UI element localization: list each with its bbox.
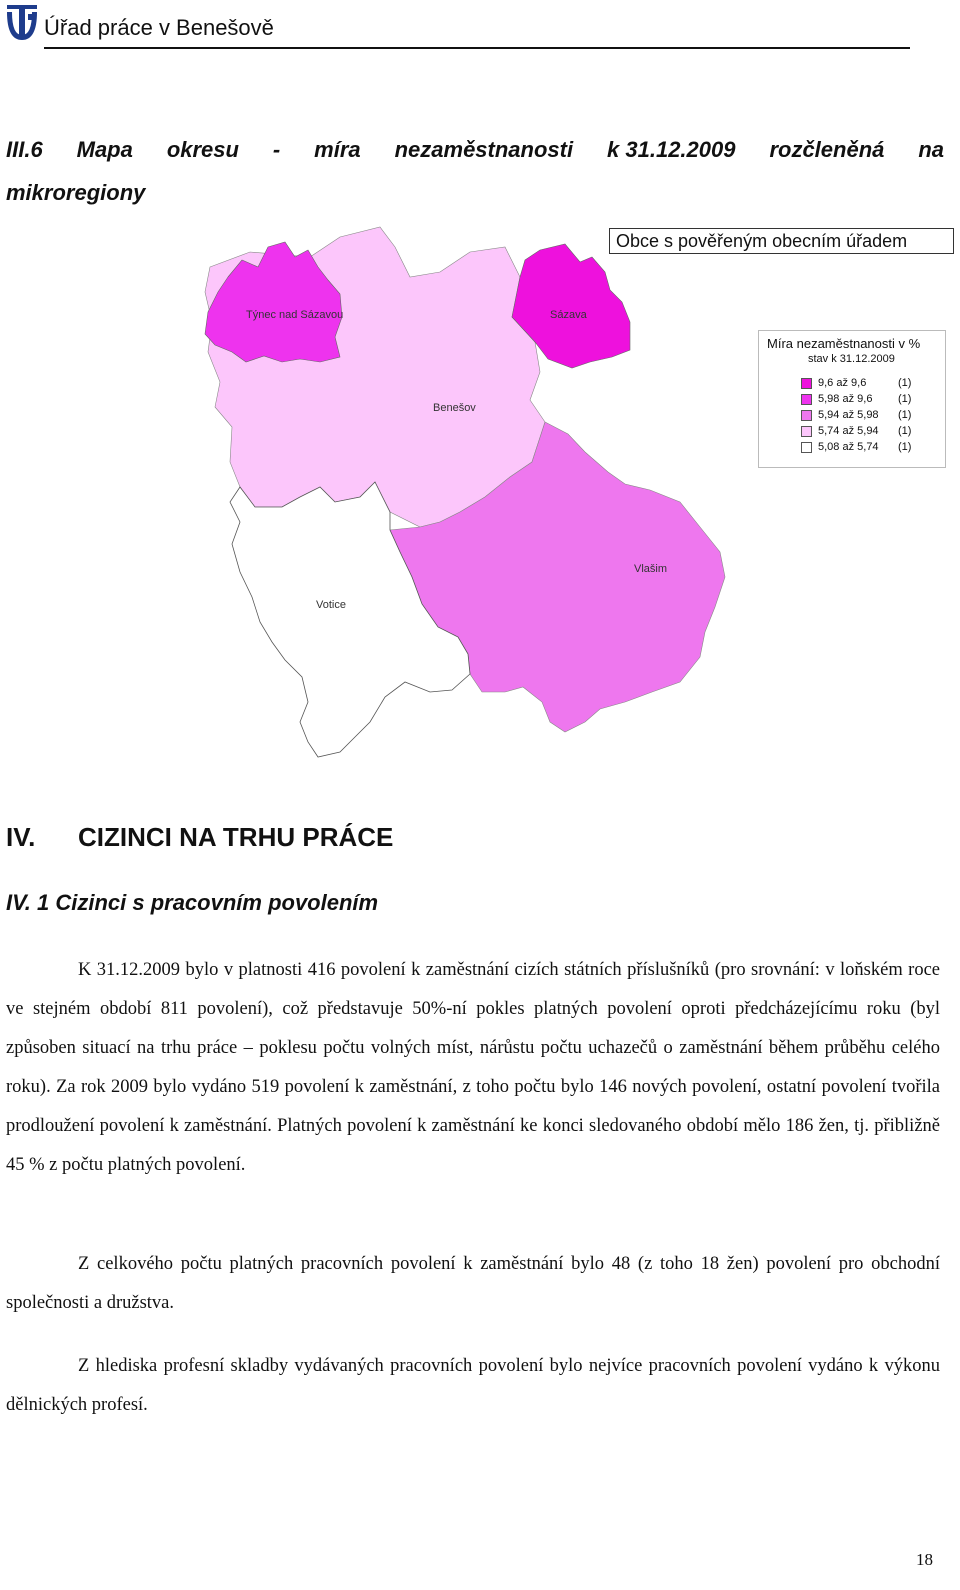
map-label-votice: Votice	[316, 599, 346, 611]
map-label-tynec: Týnec nad Sázavou	[246, 309, 344, 321]
legend-range: 5,98 až 9,6	[818, 393, 873, 405]
legend-subtitle: stav k 31.12.2009	[808, 353, 895, 365]
section-title-word: III.6	[6, 137, 43, 162]
obce-label-box: Obce s pověřeným obecním úřadem	[609, 228, 954, 254]
body-paragraph	[6, 1245, 940, 1323]
legend-swatch	[801, 442, 812, 453]
section-title-line1	[6, 128, 944, 171]
body-paragraph	[6, 1347, 940, 1425]
subsection-heading: IV. 1 Cizinci s pracovním povolením	[6, 890, 379, 915]
paragraph-text: Z celkového počtu platných pracovních povolení k zaměstnání bylo 48 (z toho 18 žen) povolení pro obchodní společnosti a družstva.	[6, 1254, 940, 1313]
legend-range: 5,08 až 5,74	[818, 441, 879, 453]
legend-swatch	[801, 410, 812, 421]
body-paragraph	[6, 951, 940, 1185]
section-title-word: rozčleněná	[769, 137, 885, 162]
page-number: 18	[916, 1550, 933, 1569]
legend-swatch	[801, 378, 812, 389]
legend-count: (1)	[898, 377, 912, 389]
paragraph-text: Z hlediska profesní skladby vydávaných pracovních povolení bylo nejvíce pracovních povolení vydáno k výkonu dělnických profesí.	[6, 1356, 940, 1415]
map-label-vlasim: Vlašim	[634, 563, 668, 575]
section-title-word: na	[918, 137, 944, 162]
page-header	[0, 0, 960, 52]
section-title-word: nezaměstnanosti	[394, 137, 574, 162]
map-label-benesov: Benešov	[433, 402, 476, 414]
legend-title: Míra nezaměstnanosti v %	[767, 336, 921, 351]
paragraph-text: K 31.12.2009 bylo v platnosti 416 povolení k zaměstnání cizích státních příslušníků (pro srovnání: v loňském roce ve stejném období 811 povolení), což představuje 50%-ní pokles platných povolení oproti předcházejícímu roku (byl způsoben situací na trhu práce – poklesu počtu volných míst, nárůstu počtu uchazečů o zaměstnání během průběhu celého roku). Za rok 2009 bylo vydáno 519 povolení k zaměstnání, z toho počtu bylo 146 nových povolení, ostatní povolení tvořila prodloužení povolení k zaměstnání. Platných povolení k zaměstnání ke konci sledovaného období mělo 186 žen, tj. přibližně 45 % z počtu platných povolení.	[6, 960, 940, 1175]
legend-range: 5,74 až 5,94	[818, 425, 879, 437]
office-logo-icon	[4, 2, 40, 42]
legend-range: 5,94 až 5,98	[818, 409, 879, 421]
section-title-word: míra	[314, 137, 361, 162]
section-title	[6, 128, 944, 214]
legend-range: 9,6 až 9,6	[818, 377, 867, 389]
header-rule	[44, 47, 910, 49]
header-title: Úřad práce v Benešově	[44, 15, 274, 40]
legend-swatch	[801, 394, 812, 405]
legend-count: (1)	[898, 441, 912, 453]
legend-swatch	[801, 426, 812, 437]
map-legend	[758, 330, 946, 468]
chapter-number: IV.	[6, 822, 36, 852]
legend-count: (1)	[898, 425, 912, 437]
section-title-word: Mapa	[76, 137, 133, 162]
district-map	[190, 222, 960, 767]
chapter-title: CIZINCI NA TRHU PRÁCE	[78, 822, 394, 852]
section-title-word: k 31.12.2009	[607, 137, 736, 162]
section-title-word: -	[272, 137, 281, 162]
district-map-svg	[190, 222, 750, 767]
legend-count: (1)	[898, 409, 912, 421]
section-title-line2: mikroregiony	[6, 180, 146, 205]
map-label-sazava: Sázava	[550, 309, 587, 321]
legend-count: (1)	[898, 393, 912, 405]
section-title-word: okresu	[166, 137, 239, 162]
